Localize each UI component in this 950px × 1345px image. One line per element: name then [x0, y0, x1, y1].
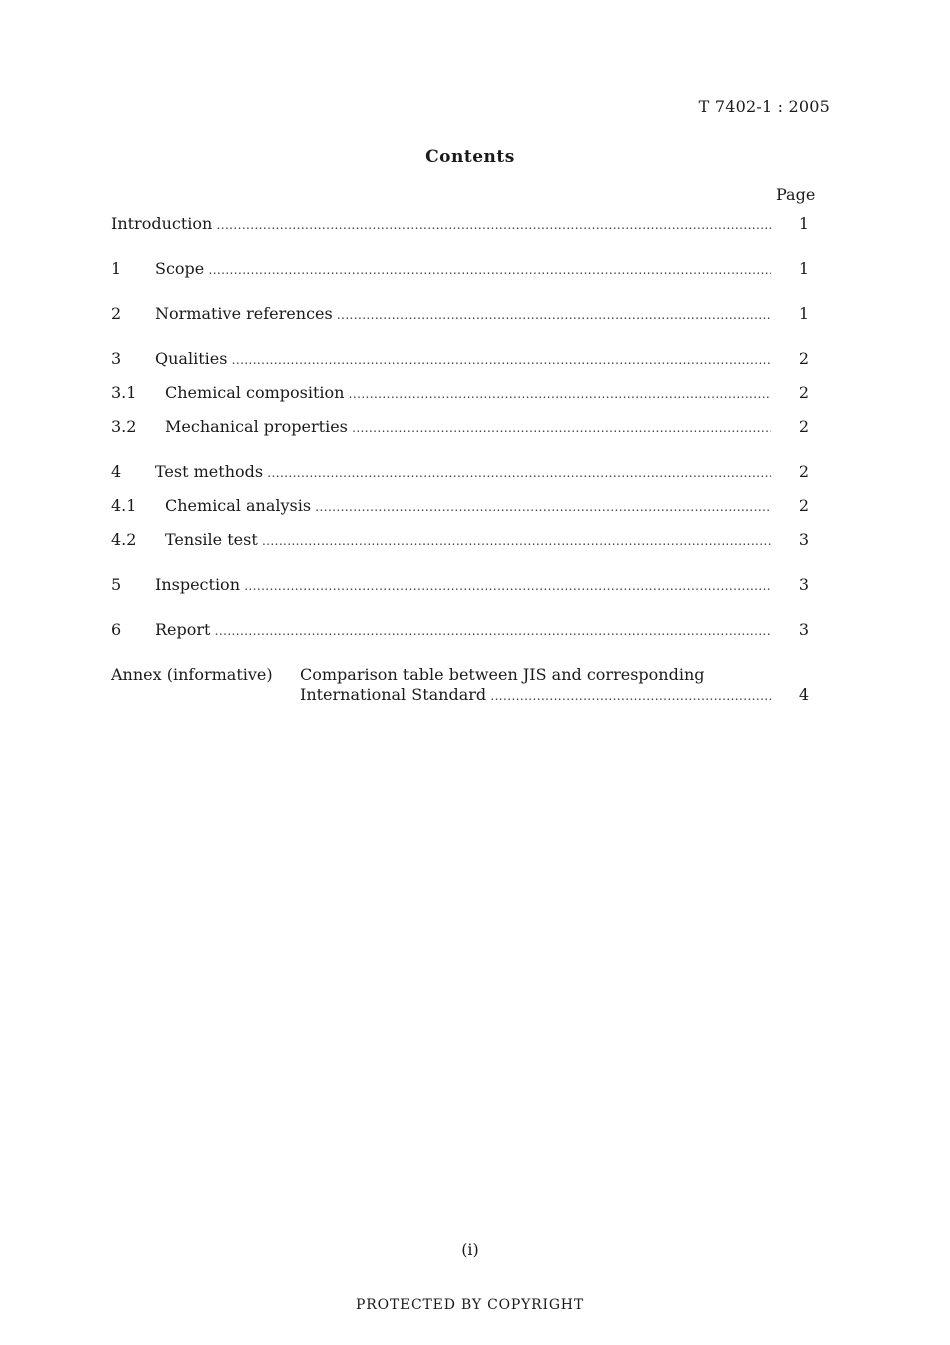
toc-section-number: 6 [111, 620, 122, 639]
toc-label: Normative references ..... [155, 303, 771, 326]
toc-label: Inspection ..... [155, 574, 771, 597]
toc-section-number: 3 [111, 349, 122, 368]
toc-entry-normative-references[interactable] [111, 303, 811, 325]
toc-label: Tensile test ..... [165, 529, 771, 552]
toc-annex-title-line1[interactable]: Comparison table between JIS and corresponding [300, 665, 705, 684]
toc-entry-mechanical-properties[interactable] [111, 416, 811, 438]
standard-number: T 7402-1 : 2005 [698, 97, 830, 116]
toc-section-number: 4.2 [111, 530, 137, 549]
toc-section-number: 1 [111, 259, 122, 278]
toc-label: Chemical composition ..... [165, 382, 771, 405]
toc-entry-report[interactable] [111, 619, 811, 641]
toc-entry-tensile-test[interactable] [111, 529, 811, 551]
toc-page-number: 3 [798, 575, 810, 594]
toc-section-number: 5 [111, 575, 122, 594]
toc-page-number: 2 [798, 417, 810, 436]
toc-section-number: 3.2 [111, 417, 137, 436]
page-title: Contents [425, 147, 515, 167]
toc-entry-introduction[interactable] [111, 213, 811, 235]
page-folio: (i) [461, 1240, 479, 1259]
toc-page-number: 3 [798, 530, 810, 549]
copyright-footer: PROTECTED BY COPYRIGHT [356, 1297, 584, 1313]
toc-section-number: 3.1 [111, 383, 137, 402]
page-column-header: Page [776, 185, 816, 204]
toc-section-number: 2 [111, 304, 122, 323]
toc-page-number: 1 [798, 259, 810, 278]
toc-entry-chemical-composition[interactable] [111, 382, 811, 404]
toc-page-number: 2 [798, 462, 810, 481]
toc-annex-title-line2: International Standard ..... [300, 684, 771, 707]
toc-entry-test-methods[interactable] [111, 461, 811, 483]
toc-section-number: 4 [111, 462, 122, 481]
toc-label: Report ..... [155, 619, 771, 642]
toc-page-number: 2 [798, 496, 810, 515]
toc-page-number: 1 [798, 214, 810, 233]
toc-label: Mechanical properties ..... [165, 416, 771, 439]
toc-page-number: 4 [798, 685, 810, 704]
toc-label: Qualities ..... [155, 348, 771, 371]
toc-label: Test methods ..... [155, 461, 771, 484]
toc-entry-annex[interactable] [111, 684, 811, 706]
toc-annex-prefix: Annex (informative) [111, 665, 273, 684]
toc-page-number: 2 [798, 349, 810, 368]
toc-entry-chemical-analysis[interactable] [111, 495, 811, 517]
toc-page-number: 3 [798, 620, 810, 639]
toc-page-number: 2 [798, 383, 810, 402]
toc-entry-inspection[interactable] [111, 574, 811, 596]
toc-page-number: 1 [798, 304, 810, 323]
toc-section-number: 4.1 [111, 496, 137, 515]
toc-entry-qualities[interactable] [111, 348, 811, 370]
toc-entry-scope[interactable] [111, 258, 811, 280]
toc-label: Introduction ..... [111, 213, 771, 236]
toc-label: Scope ..... [155, 258, 771, 281]
toc-label: Chemical analysis ..... [165, 495, 771, 518]
